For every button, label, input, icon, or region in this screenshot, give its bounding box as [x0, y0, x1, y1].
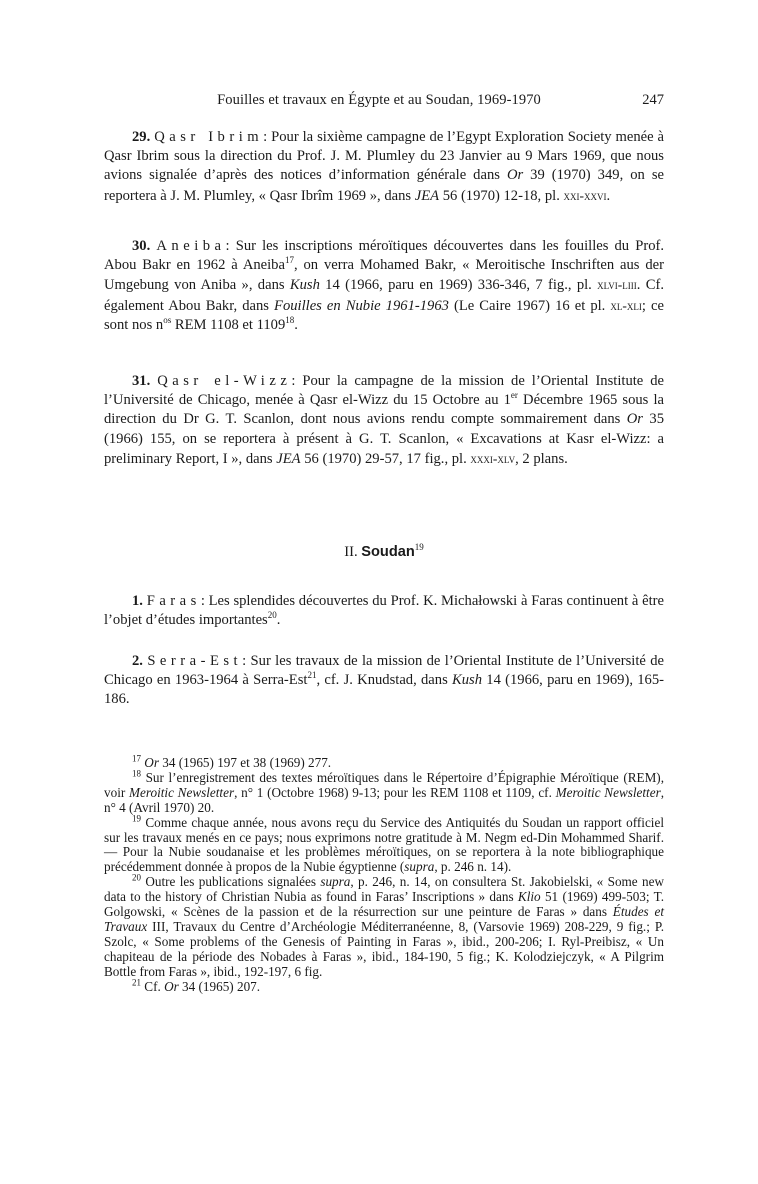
plate-ref: xl-xli	[610, 297, 642, 313]
entry-30	[104, 237, 664, 335]
footnote-number: 19	[132, 813, 141, 824]
section-number: II.	[344, 544, 358, 560]
entry-text: , 2 plans.	[515, 450, 568, 467]
entry-number: 1.	[132, 593, 143, 609]
footnote-18	[104, 768, 665, 816]
footnote-text: Outre les publications signalées	[141, 874, 321, 890]
cross-ref: supra	[320, 874, 351, 890]
journal-abbrev: Or	[626, 411, 643, 428]
site-name: Serra-Est	[147, 653, 243, 669]
entry-s2	[104, 652, 664, 710]
journal-title: Klio	[517, 889, 541, 905]
plate-ref: xxxi-xlv	[470, 450, 516, 466]
running-title: Fouilles et travaux en Égypte et au Soudan, 1969-1970	[217, 92, 541, 108]
footnote-text: Cf.	[141, 978, 165, 994]
footnote-ref: 18	[285, 314, 295, 325]
entry-number: 31.	[132, 373, 151, 389]
section-title: Soudan	[361, 544, 415, 560]
plate-ref: xxi-xxvi	[563, 187, 607, 203]
entry-text: . Cf. également Abou Bakr, dans	[104, 277, 664, 314]
footnote-ref: 17	[284, 255, 294, 266]
entry-text: : Sur les inscriptions méroïtiques découvertes dans les fouilles du Prof. Abou Bakr en 1962 à Aneiba	[104, 238, 665, 274]
footnote-text: , n° 4 (Avril 1970) 20.	[104, 784, 665, 815]
superscript: er	[510, 390, 518, 401]
journal-abbrev: JEA	[414, 187, 440, 204]
site-name: Faras	[146, 593, 201, 609]
footnote-20	[104, 872, 664, 979]
entry-text: 14 (1966, paru en 1969) 336-346, 7 fig., pl.	[319, 277, 598, 294]
footnote-number: 21	[132, 977, 141, 988]
entry-number: 2.	[132, 653, 143, 669]
entry-text: , on verra Mohamed Bakr, « Meroitische Inschriften aus der Umgebung von Aniba », dans	[104, 257, 664, 294]
footnote-number: 20	[132, 872, 141, 883]
journal-abbrev: Or	[144, 755, 159, 770]
journal-abbrev: JEA	[276, 450, 301, 467]
entry-s1	[104, 592, 664, 630]
footnote-text: 34 (1965) 197 et 38 (1969) 277.	[158, 755, 332, 770]
footnote-17	[104, 753, 664, 771]
book-title: Fouilles en Nubie 1961-1963	[274, 297, 449, 314]
entry-text: Décembre 1965 sous la direction du Dr G. T. Scanlon, dont nous avions rendu compte sommairement dans	[104, 392, 664, 428]
footnotes	[104, 753, 665, 995]
site-name: Aneiba	[156, 238, 226, 254]
entry-text: ; ce sont nos n	[104, 297, 664, 333]
entry-text: (Le Caire 1967) 16 et pl.	[448, 297, 611, 314]
entry-text: , cf. J. Knudstad, dans	[316, 672, 453, 689]
footnote-ref: 19	[414, 542, 424, 553]
journal-abbrev: Or	[506, 167, 524, 184]
entry-text: 14 (1966, paru en 1969), 165-186.	[104, 672, 664, 708]
journal-abbrev: Or	[164, 978, 179, 994]
cross-ref: supra	[404, 859, 435, 875]
journal-abbrev: Kush	[289, 277, 320, 294]
footnote-21	[104, 977, 664, 995]
footnote-number: 17	[132, 753, 141, 764]
journal-abbrev: Kush	[452, 672, 483, 689]
footnote-ref: 21	[307, 670, 317, 681]
site-name: Qasr el-Wizz	[157, 373, 292, 389]
footnote-text: , p. 246, n. 14, on consultera St. Jakobielski, « Some new data to the history of Christian Nubia as found in Faras’ Inscriptions » dans	[104, 874, 664, 905]
entry-number: 29.	[132, 129, 151, 145]
footnote-text: Sur l’enregistrement des textes méroïtiques dans le Répertoire d’Épigraphie Méroïtique (REM), voir	[104, 769, 664, 800]
page-number: 247	[642, 92, 664, 108]
journal-title: Études et Travaux	[104, 904, 664, 934]
entry-text: .	[294, 316, 298, 333]
entry-text: .	[276, 612, 281, 629]
entry-text: 39 (1970) 349, on se reportera à J. M. Plumley, « Qasr Ibrîm 1969 », dans	[104, 167, 664, 204]
footnote-text: 51 (1969) 499-503; T. Golgowski, « Scènes de la passion et de la résurrection sur une peinture de Faras » dans	[104, 889, 664, 920]
entry-text: : Pour la campagne de la mission de l’Oriental Institute de l’Université de Chicago, menée à Qasr el-Wizz du 15 Octobre au 1	[104, 373, 665, 409]
entry-text: 56 (1970) 29-57, 17 fig., pl.	[300, 450, 471, 467]
entry-text: : Pour la sixième campagne de l’Egypt Exploration Society menée à Qasr Ibrim sous la direction du Prof. J. M. Plumley du 23 Janvier au 9 Mars 1969, que nous avions signalée d’après des notices d’information générale dans	[104, 129, 664, 184]
entry-number: 30.	[132, 238, 151, 254]
running-header	[104, 92, 664, 112]
footnote-19	[104, 813, 664, 876]
footnote-number: 18	[132, 768, 141, 779]
footnote-text: III, Travaux du Centre d’Archéologie Méditerranéenne, 8, (Varsovie 1969) 208-229, 9 fig.; P. Szolc, « Some problems of the Genesis of Painting in Faras », ibid., 200-206; I. Ryl-Preibisz, « Un chapiteau de la période des Nobades à Faras », ibid., 184-190, 5 fig.; K. Kolodziejczyk, « A Pilgrim Bottle from Faras », ibid., 192-197, 6 fig.	[104, 918, 664, 979]
plate-ref: xlvi-liii	[597, 277, 637, 293]
footnote-text: , n° 1 (Octobre 1968) 9-13; pour les REM 1108 et 1109, cf.	[234, 784, 556, 800]
entry-text: 56 (1970) 12-18, pl.	[439, 187, 564, 204]
entry-text: 35 (1966) 155, on se reportera à présent à G. T. Scanlon, « Excavations at Kasr el-Wizz: a preliminary Report, I », dans	[104, 411, 665, 467]
entry-31	[104, 372, 664, 469]
footnote-text: Comme chaque année, nous avons reçu du Service des Antiquités du Soudan un rapport officiel sur les travaux menés en ce pays; nous exprimons notre gratitude à M. Negm ed-Din Mohammed Sharif. — Pour la Nubie soudanaise et les problèmes méroïtiques, on se reportera à la note bibliographique précédemment donnée à propos de la Nubie égyptienne (	[104, 814, 664, 875]
footnote-text: 34 (1965) 207.	[178, 978, 261, 994]
footnote-text: , p. 246 n. 14).	[434, 859, 512, 875]
section-heading	[104, 544, 664, 561]
entry-text: : Sur les travaux de la mission de l’Oriental Institute de l’Université de Chicago en 1963-1964 à Serra-Est	[104, 653, 664, 689]
journal-title: Meroitic Newsletter	[129, 784, 235, 800]
entry-text: REM 1108 et 1109	[171, 316, 286, 333]
superscript: os	[163, 314, 172, 325]
journal-title: Meroitic Newsletter	[555, 784, 661, 800]
page	[104, 92, 665, 994]
entry-29	[104, 128, 664, 206]
footnote-ref: 20	[267, 610, 277, 621]
entry-text: : Les splendides découvertes du Prof. K. Michałowski à Faras continuent à être l’objet d’études importantes	[104, 593, 664, 629]
site-name: Qasr Ibrim	[154, 129, 264, 145]
entry-text: .	[606, 187, 611, 204]
